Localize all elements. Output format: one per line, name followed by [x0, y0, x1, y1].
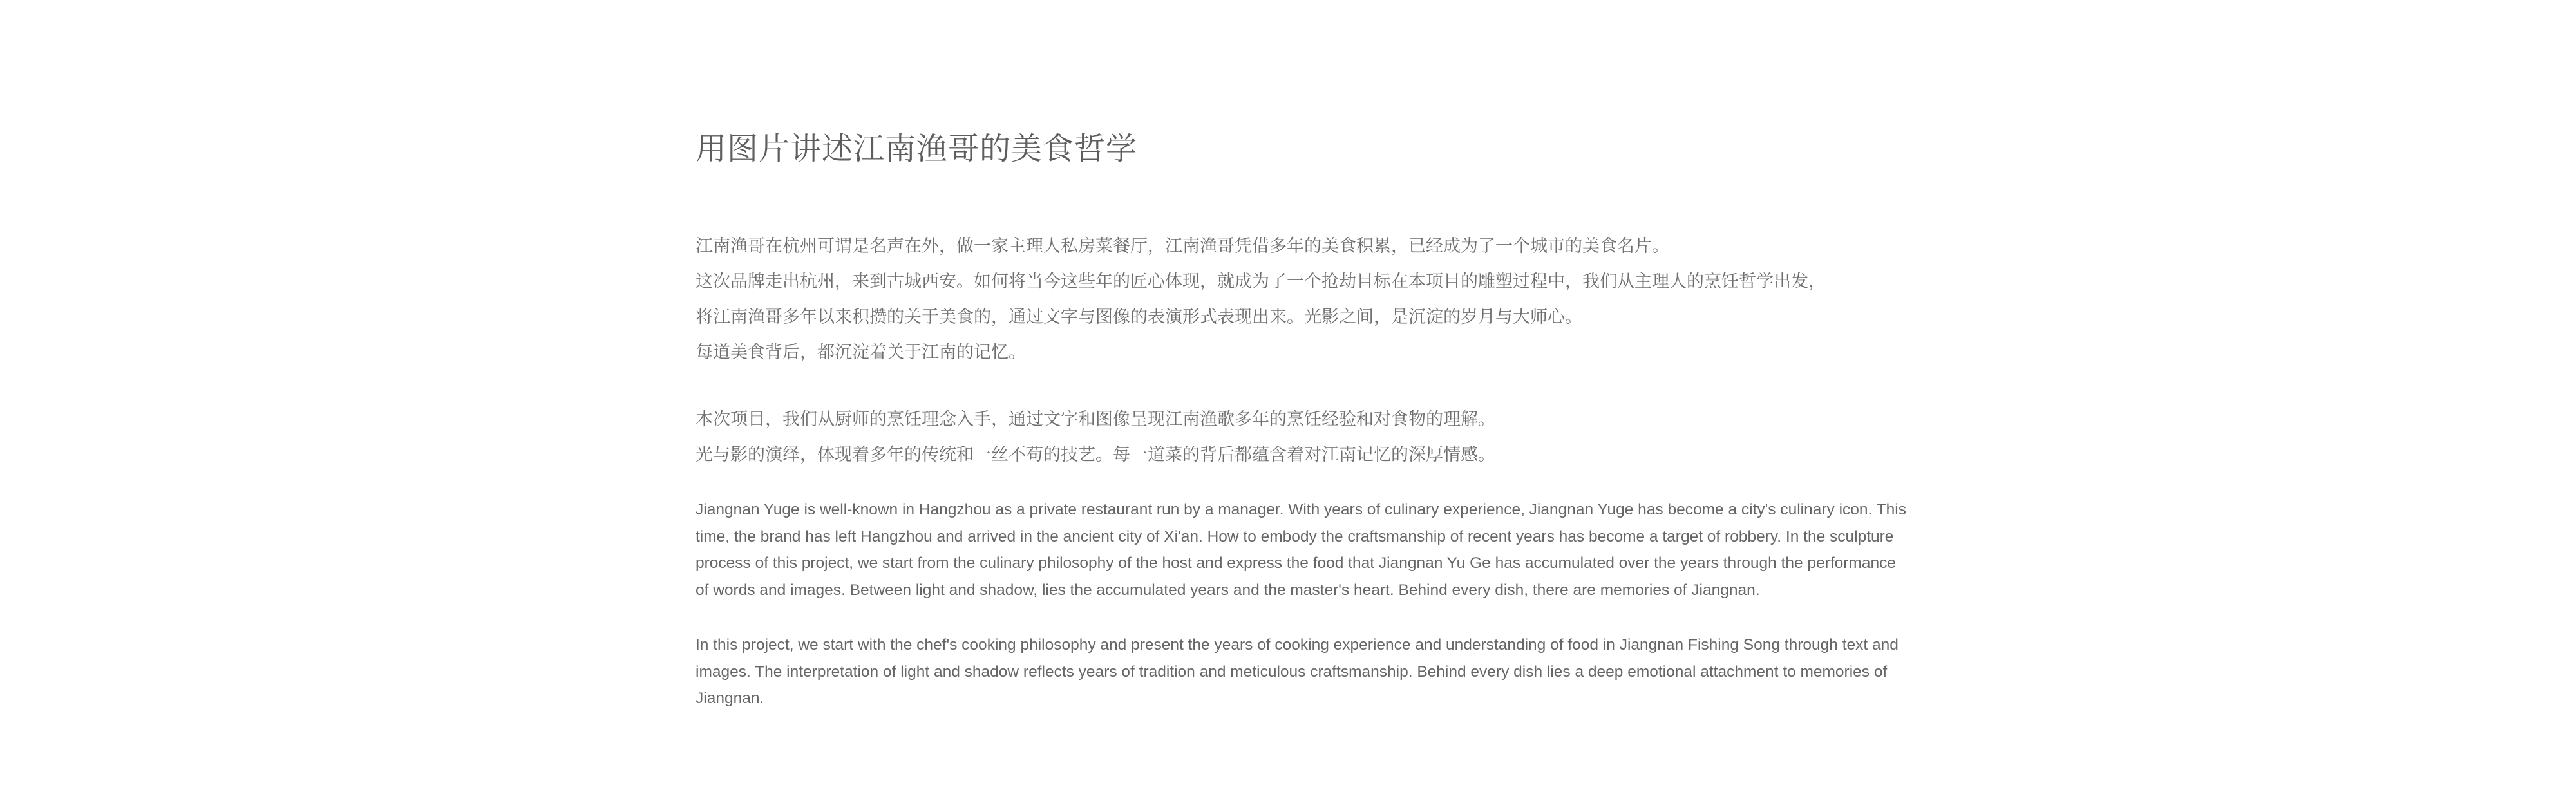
paragraph-line: 将江南渔哥多年以来积攒的关于美食的，通过文字与图像的表演形式表现出来。光影之间，是沉淀的岁月与大师心。 — [696, 307, 1582, 327]
paragraph-line: 江南渔哥在杭州可谓是名声在外，做一家主理人私房菜餐厅，江南渔哥凭借多年的美食积累，已经成为了一个城市的美食名片。 — [696, 236, 1669, 256]
chinese-paragraph-1 — [696, 229, 1826, 370]
paragraph-line: 本次项目，我们从厨师的烹饪理念入手，通过文字和图像呈现江南渔歌多年的烹饪经验和对食物的理解。 — [696, 410, 1495, 429]
paragraph-line: 光与影的演绎，体现着多年的传统和一丝不苟的技艺。每一道菜的背后都蕴含着对江南记忆的深厚情感。 — [696, 445, 1495, 465]
english-paragraph-1: Jiangnan Yuge is well-known in Hangzhou as a private restaurant run by a manager. With years of culinary experience, Jiangnan Yuge has become a city's culinary icon. This time, the brand has left Hangzhou and arrived in the ancient city of Xi'an. How to embody the craftsmanship of recent years has become a target of robbery. In the sculpture process of this project, we start from the culinary philosophy of the host and express the food that Jiangnan Yu Ge has accumulated over the years through the performance of words and images. Between light and shadow, lies the accumulated years and the master's heart. Behind every dish, there are memories of Jiangnan. — [696, 501, 1906, 599]
english-paragraph-2: In this project, we start with the chef's cooking philosophy and present the years of cooking experience and understanding of food in Jiangnan Fishing Song through text and images. The interpretation of light and shadow reflects years of tradition and meticulous craftsmanship. Behind every dish lies a deep emotional attachment to memories of Jiangnan. — [696, 636, 1899, 707]
chinese-paragraph-2 — [696, 402, 1495, 473]
page-title: 用图片讲述江南渔哥的美食哲学 — [696, 131, 1138, 167]
paragraph-line: 每道美食背后，都沉淀着关于江南的记忆。 — [696, 343, 1026, 363]
paragraph-line: 这次品牌走出杭州，来到古城西安。如何将当今这些年的匠心体现，就成为了一个抢劫目标在本项目的雕塑过程中，我们从主理人的烹饪哲学出发， — [696, 272, 1826, 292]
